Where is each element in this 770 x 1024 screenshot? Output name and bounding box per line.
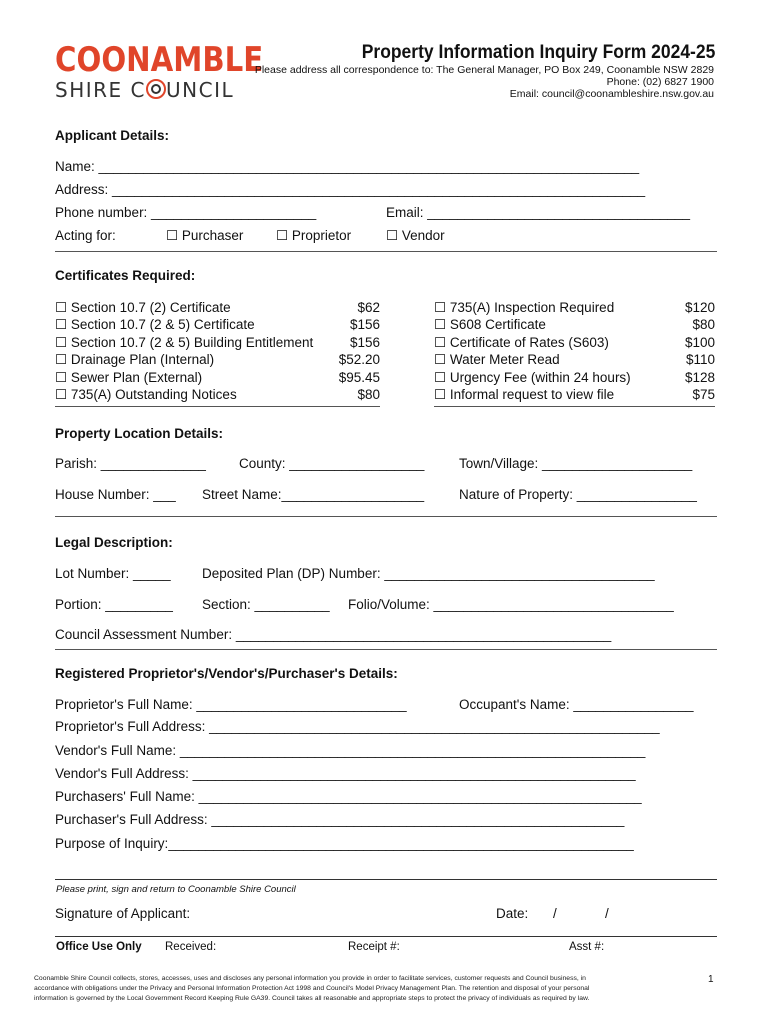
cert-checkbox[interactable]: ☐ Section 10.7 (2) Certificate [55,300,231,315]
cert-checkbox[interactable]: ☐ Section 10.7 (2 & 5) Certificate [55,317,255,333]
divider [55,406,380,407]
cert-price: $80 [357,386,380,402]
occupant-name-field[interactable]: Occupant's Name: ________________ [459,697,694,712]
divider [55,251,717,252]
office-use-label: Office Use Only [56,941,142,953]
proprietor-address-field[interactable]: Proprietor's Full Address: ____________________________________________________________ [55,719,660,734]
proprietor-heading: Registered Proprietor's/Vendor's/Purchaser's Details: [55,666,398,681]
date-slash: / [553,906,557,921]
nature-field[interactable]: Nature of Property: ________________ [459,487,697,502]
divider [55,516,717,517]
acting-for-label: Acting for: [55,228,116,243]
divider [55,936,717,937]
page-title: Property Information Inquiry Form 2024-25 [361,42,715,63]
dp-number-field[interactable]: Deposited Plan (DP) Number: ____________________________________ [202,566,655,581]
cert-checkbox[interactable]: ☐ 735(A) Outstanding Notices [55,386,237,402]
cert-price: $52.20 [338,352,380,368]
header-email: Email: council@coonambleshire.nsw.gov.au [509,88,714,100]
section-field[interactable]: Section: __________ [202,597,330,612]
return-note: Please print, sign and return to Coonamble Shire Council [56,884,296,895]
cert-price: $62 [357,300,380,315]
header-phone: Phone: (02) 6827 1900 [606,76,714,88]
certificates-heading: Certificates Required: [55,268,196,283]
legal-heading: Legal Description: [55,535,173,550]
divider [55,649,717,650]
lot-number-field[interactable]: Lot Number: _____ [55,566,171,581]
cert-checkbox[interactable]: ☐ 735(A) Inspection Required [434,300,615,315]
privacy-notice: Coonamble Shire Council collects, stores, accesses, uses and discloses any personal information you provide in order to facilitate services, customer requests and Council business, in accordance with obligations under the Privacy and Personal Information Protection Act 1998 and Council's Model Privacy Management Plan. The retention and disposal of your personal information is governed by the Local Government Record Keeping Rule GA39. Council takes all reasonable and appropriate steps to protect the privacy of individuals as required by law. [34,975,590,1002]
proprietor-name-field[interactable]: Proprietor's Full Name: ____________________________ [55,697,407,712]
phone-field[interactable]: Phone number: ______________________ [55,205,317,220]
cert-price: $156 [349,317,380,333]
asst-field: Asst #: [569,941,605,953]
cert-checkbox[interactable]: ☐ Urgency Fee (within 24 hours) [434,369,631,385]
proprietor-checkbox[interactable]: ☐ Proprietor [276,228,352,243]
county-field[interactable]: County: __________________ [239,456,425,471]
logo-ring-icon [146,79,166,99]
cert-checkbox[interactable]: ☐ Informal request to view file [434,386,615,402]
purchaser-checkbox[interactable]: ☐ Purchaser [166,228,244,243]
cert-price: $128 [684,369,715,385]
town-field[interactable]: Town/Village: ____________________ [459,456,693,471]
page-number: 1 [708,974,714,985]
logo-subtitle: SHIRE C UNCIL [55,78,235,102]
divider [55,879,717,880]
logo-wordmark: COONAMBLE [55,40,264,80]
assessment-number-field[interactable]: Council Assessment Number: __________________________________________________ [55,627,612,642]
date-slash: / [605,906,609,921]
email-field[interactable]: Email: ___________________________________ [386,205,691,220]
cert-checkbox[interactable]: ☐ S608 Certificate [434,317,546,333]
vendor-checkbox[interactable]: ☐ Vendor [386,228,445,243]
cert-checkbox[interactable]: ☐ Certificate of Rates (S603) [434,334,609,350]
cert-price: $156 [349,334,380,350]
location-heading: Property Location Details: [55,426,224,441]
name-field[interactable]: Name: ________________________________________________________________________ [55,159,640,174]
cert-checkbox[interactable]: ☐ Water Meter Read [434,352,560,368]
purchaser-address-field[interactable]: Purchaser's Full Address: _______________________________________________________ [55,812,625,827]
cert-checkbox[interactable]: ☐ Drainage Plan (Internal) [55,352,215,368]
receipt-field: Receipt #: [348,941,400,953]
address-field[interactable]: Address: _______________________________________________________________________ [55,182,646,197]
received-field: Received: [165,941,217,953]
cert-price: $95.45 [338,369,380,385]
purchasers-name-field[interactable]: Purchasers' Full Name: ___________________________________________________________ [55,789,642,804]
vendor-name-field[interactable]: Vendor's Full Name: ______________________________________________________________ [55,743,646,758]
purpose-field[interactable]: Purpose of Inquiry:______________________________________________________________ [55,836,634,851]
parish-field[interactable]: Parish: ______________ [55,456,206,471]
cert-price: $120 [684,300,715,315]
certificates-right-column [434,299,715,403]
divider [434,406,715,407]
cert-price: $100 [684,334,715,350]
cert-price: $80 [692,317,715,333]
house-number-field[interactable]: House Number: ___ [55,487,176,502]
folio-field[interactable]: Folio/Volume: ________________________________ [348,597,674,612]
date-label: Date: [496,906,529,921]
cert-price: $110 [685,352,715,368]
cert-price: $75 [692,386,715,402]
certificates-left-column [55,299,380,403]
cert-checkbox[interactable]: ☐ Sewer Plan (External) [55,369,203,385]
signature-field[interactable]: Signature of Applicant: [55,906,191,921]
portion-field[interactable]: Portion: _________ [55,597,173,612]
street-name-field[interactable]: Street Name:___________________ [202,487,425,502]
applicant-heading: Applicant Details: [55,128,170,143]
cert-checkbox[interactable]: ☐ Section 10.7 (2 & 5) Building Entitlement [55,334,314,350]
header-address: Please address all correspondence to: The General Manager, PO Box 249, Coonamble NSW 2829 [254,64,714,76]
vendor-address-field[interactable]: Vendor's Full Address: ___________________________________________________________ [55,766,636,781]
